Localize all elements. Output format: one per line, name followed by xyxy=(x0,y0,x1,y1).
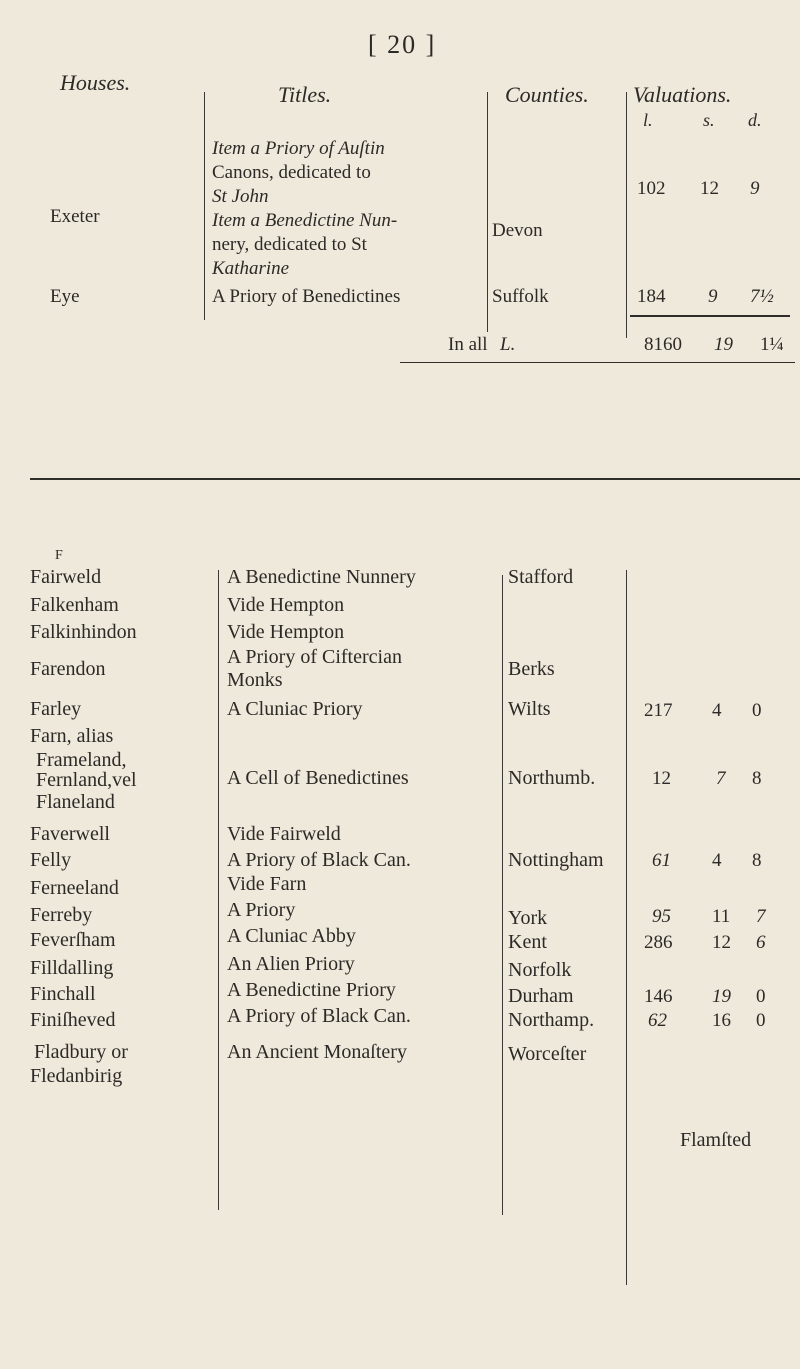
value-d: 7 xyxy=(756,906,766,927)
county-name: Wilts xyxy=(508,698,551,720)
value-d: 9 xyxy=(750,178,760,199)
house-title: An Ancient Monaſtery xyxy=(227,1041,407,1063)
house-title: Vide Hempton xyxy=(227,594,345,616)
house-name: Flaneland xyxy=(36,791,115,813)
value-s: 7 xyxy=(716,768,726,789)
house-name: Exeter xyxy=(50,206,100,227)
house-name: Finchall xyxy=(30,983,96,1005)
value-d: 8 xyxy=(752,850,762,871)
total-unit: L. xyxy=(500,334,516,355)
section-letter: F xyxy=(55,548,63,563)
counties-header: Counties. xyxy=(505,82,589,107)
top-rule-1 xyxy=(204,92,205,320)
valuations-header: Valuations. xyxy=(633,82,732,107)
value-d: 7½ xyxy=(750,286,774,307)
house-title: A Cell of Benedictines xyxy=(227,767,409,789)
value-s: 16 xyxy=(712,1010,731,1031)
house-name: Ferneeland xyxy=(30,877,119,899)
house-name: Farley xyxy=(30,698,82,720)
county-name: Berks xyxy=(508,658,555,680)
entry-title-line: nery, dedicated to St xyxy=(212,234,367,255)
county-name: Durham xyxy=(508,985,574,1007)
county-name: Kent xyxy=(508,931,547,953)
house-name-part: Farn, alias xyxy=(30,725,114,747)
entry-title-line: Item a Benedictine Nun- xyxy=(212,210,398,231)
entry-title-line: Canons, dedicated to xyxy=(212,162,371,183)
total-s: 19 xyxy=(714,334,733,355)
entry-title-line: St John xyxy=(212,186,269,207)
total-l: 8160 xyxy=(644,334,682,355)
house-title: An Alien Priory xyxy=(227,953,355,975)
house-name: Falkenham xyxy=(30,594,119,616)
catchword: Flamſted xyxy=(680,1129,752,1151)
house-name: Fledanbirig xyxy=(30,1065,123,1087)
house-title: Vide Farn xyxy=(227,873,307,895)
county-name: Nottingham xyxy=(508,849,604,871)
county-name: Norfolk xyxy=(508,959,572,981)
titles-header: Titles. xyxy=(278,82,332,107)
value-s: 4 xyxy=(712,850,722,871)
value-d: 0 xyxy=(752,700,762,721)
houses-header: Houses. xyxy=(60,70,131,95)
value-l: 12 xyxy=(652,768,671,789)
value-l: 217 xyxy=(644,700,673,721)
house-name: Faverwell xyxy=(30,823,110,845)
total-d: 1¼ xyxy=(760,334,784,355)
total-rule xyxy=(630,315,790,317)
bottom-total-rule xyxy=(400,362,795,363)
house-title: A Priory xyxy=(227,899,296,921)
house-title: Vide Hempton xyxy=(227,621,345,643)
top-rule-3 xyxy=(626,92,627,338)
house-title: A Cluniac Priory xyxy=(227,698,363,720)
entry-title-line: A Priory of Benedictines xyxy=(212,286,401,307)
value-s: 19 xyxy=(712,986,731,1007)
value-s: 12 xyxy=(712,932,731,953)
house-title: Monks xyxy=(227,669,283,691)
value-s: 9 xyxy=(708,286,718,307)
f-rule-1 xyxy=(218,570,219,1210)
house-title: A Cluniac Abby xyxy=(227,925,356,947)
house-name: Frameland, xyxy=(36,749,127,771)
house-name: Fernland,vel xyxy=(36,769,137,791)
house-title: Vide Fairweld xyxy=(227,823,341,845)
house-name: Felly xyxy=(30,849,72,871)
value-l: 102 xyxy=(637,178,666,199)
shillings-subheader: s. xyxy=(703,110,715,130)
county-name: York xyxy=(508,907,548,929)
county-name: Stafford xyxy=(508,566,574,588)
value-s: 11 xyxy=(712,906,731,927)
entry-title-line: Katharine xyxy=(212,258,290,279)
county-name: Suffolk xyxy=(492,286,549,307)
value-l: 146 xyxy=(644,986,673,1007)
house-name: Falkinhindon xyxy=(30,621,137,643)
house-title: A Priory of Ciftercian xyxy=(227,646,402,668)
total-label: In all xyxy=(448,334,488,355)
f-rule-3 xyxy=(626,570,627,1285)
value-l: 62 xyxy=(648,1010,667,1031)
house-name: Finiſheved xyxy=(30,1009,116,1031)
county-name: Devon xyxy=(492,220,543,241)
county-name: Northamp. xyxy=(508,1009,595,1031)
value-l: 286 xyxy=(644,932,673,953)
top-rule-2 xyxy=(487,92,488,332)
entry-title-line: Item a Priory of Auſtin xyxy=(212,138,385,159)
county-name: Worceſter xyxy=(508,1043,587,1065)
value-d: 0 xyxy=(756,986,766,1007)
value-d: 8 xyxy=(752,768,762,789)
house-name: Fladbury or xyxy=(34,1041,128,1063)
house-name: Feverſham xyxy=(30,929,116,951)
page-number: [ 20 ] xyxy=(368,30,437,59)
section-divider xyxy=(30,478,800,480)
value-d: 0 xyxy=(756,1010,766,1031)
value-d: 6 xyxy=(756,932,766,953)
house-name: Fairweld xyxy=(30,566,102,588)
house-name xyxy=(30,724,113,748)
value-l: 95 xyxy=(652,906,671,927)
value-l: 61 xyxy=(652,850,671,871)
house-name: Eye xyxy=(50,286,80,307)
house-title: A Priory of Black Can. xyxy=(227,849,411,871)
pounds-subheader: l. xyxy=(643,110,653,130)
house-name: Farendon xyxy=(30,658,106,680)
house-title: A Benedictine Priory xyxy=(227,979,396,1001)
county-name: Northumb. xyxy=(508,767,596,789)
house-name: Ferreby xyxy=(30,904,93,926)
house-title: A Benedictine Nunnery xyxy=(227,566,416,588)
house-name: Filldalling xyxy=(30,957,114,979)
pence-subheader: d. xyxy=(748,110,762,130)
f-rule-2 xyxy=(502,575,503,1215)
house-title: A Priory of Black Can. xyxy=(227,1005,411,1027)
value-l: 184 xyxy=(637,286,666,307)
value-s: 4 xyxy=(712,700,722,721)
value-s: 12 xyxy=(700,178,719,199)
